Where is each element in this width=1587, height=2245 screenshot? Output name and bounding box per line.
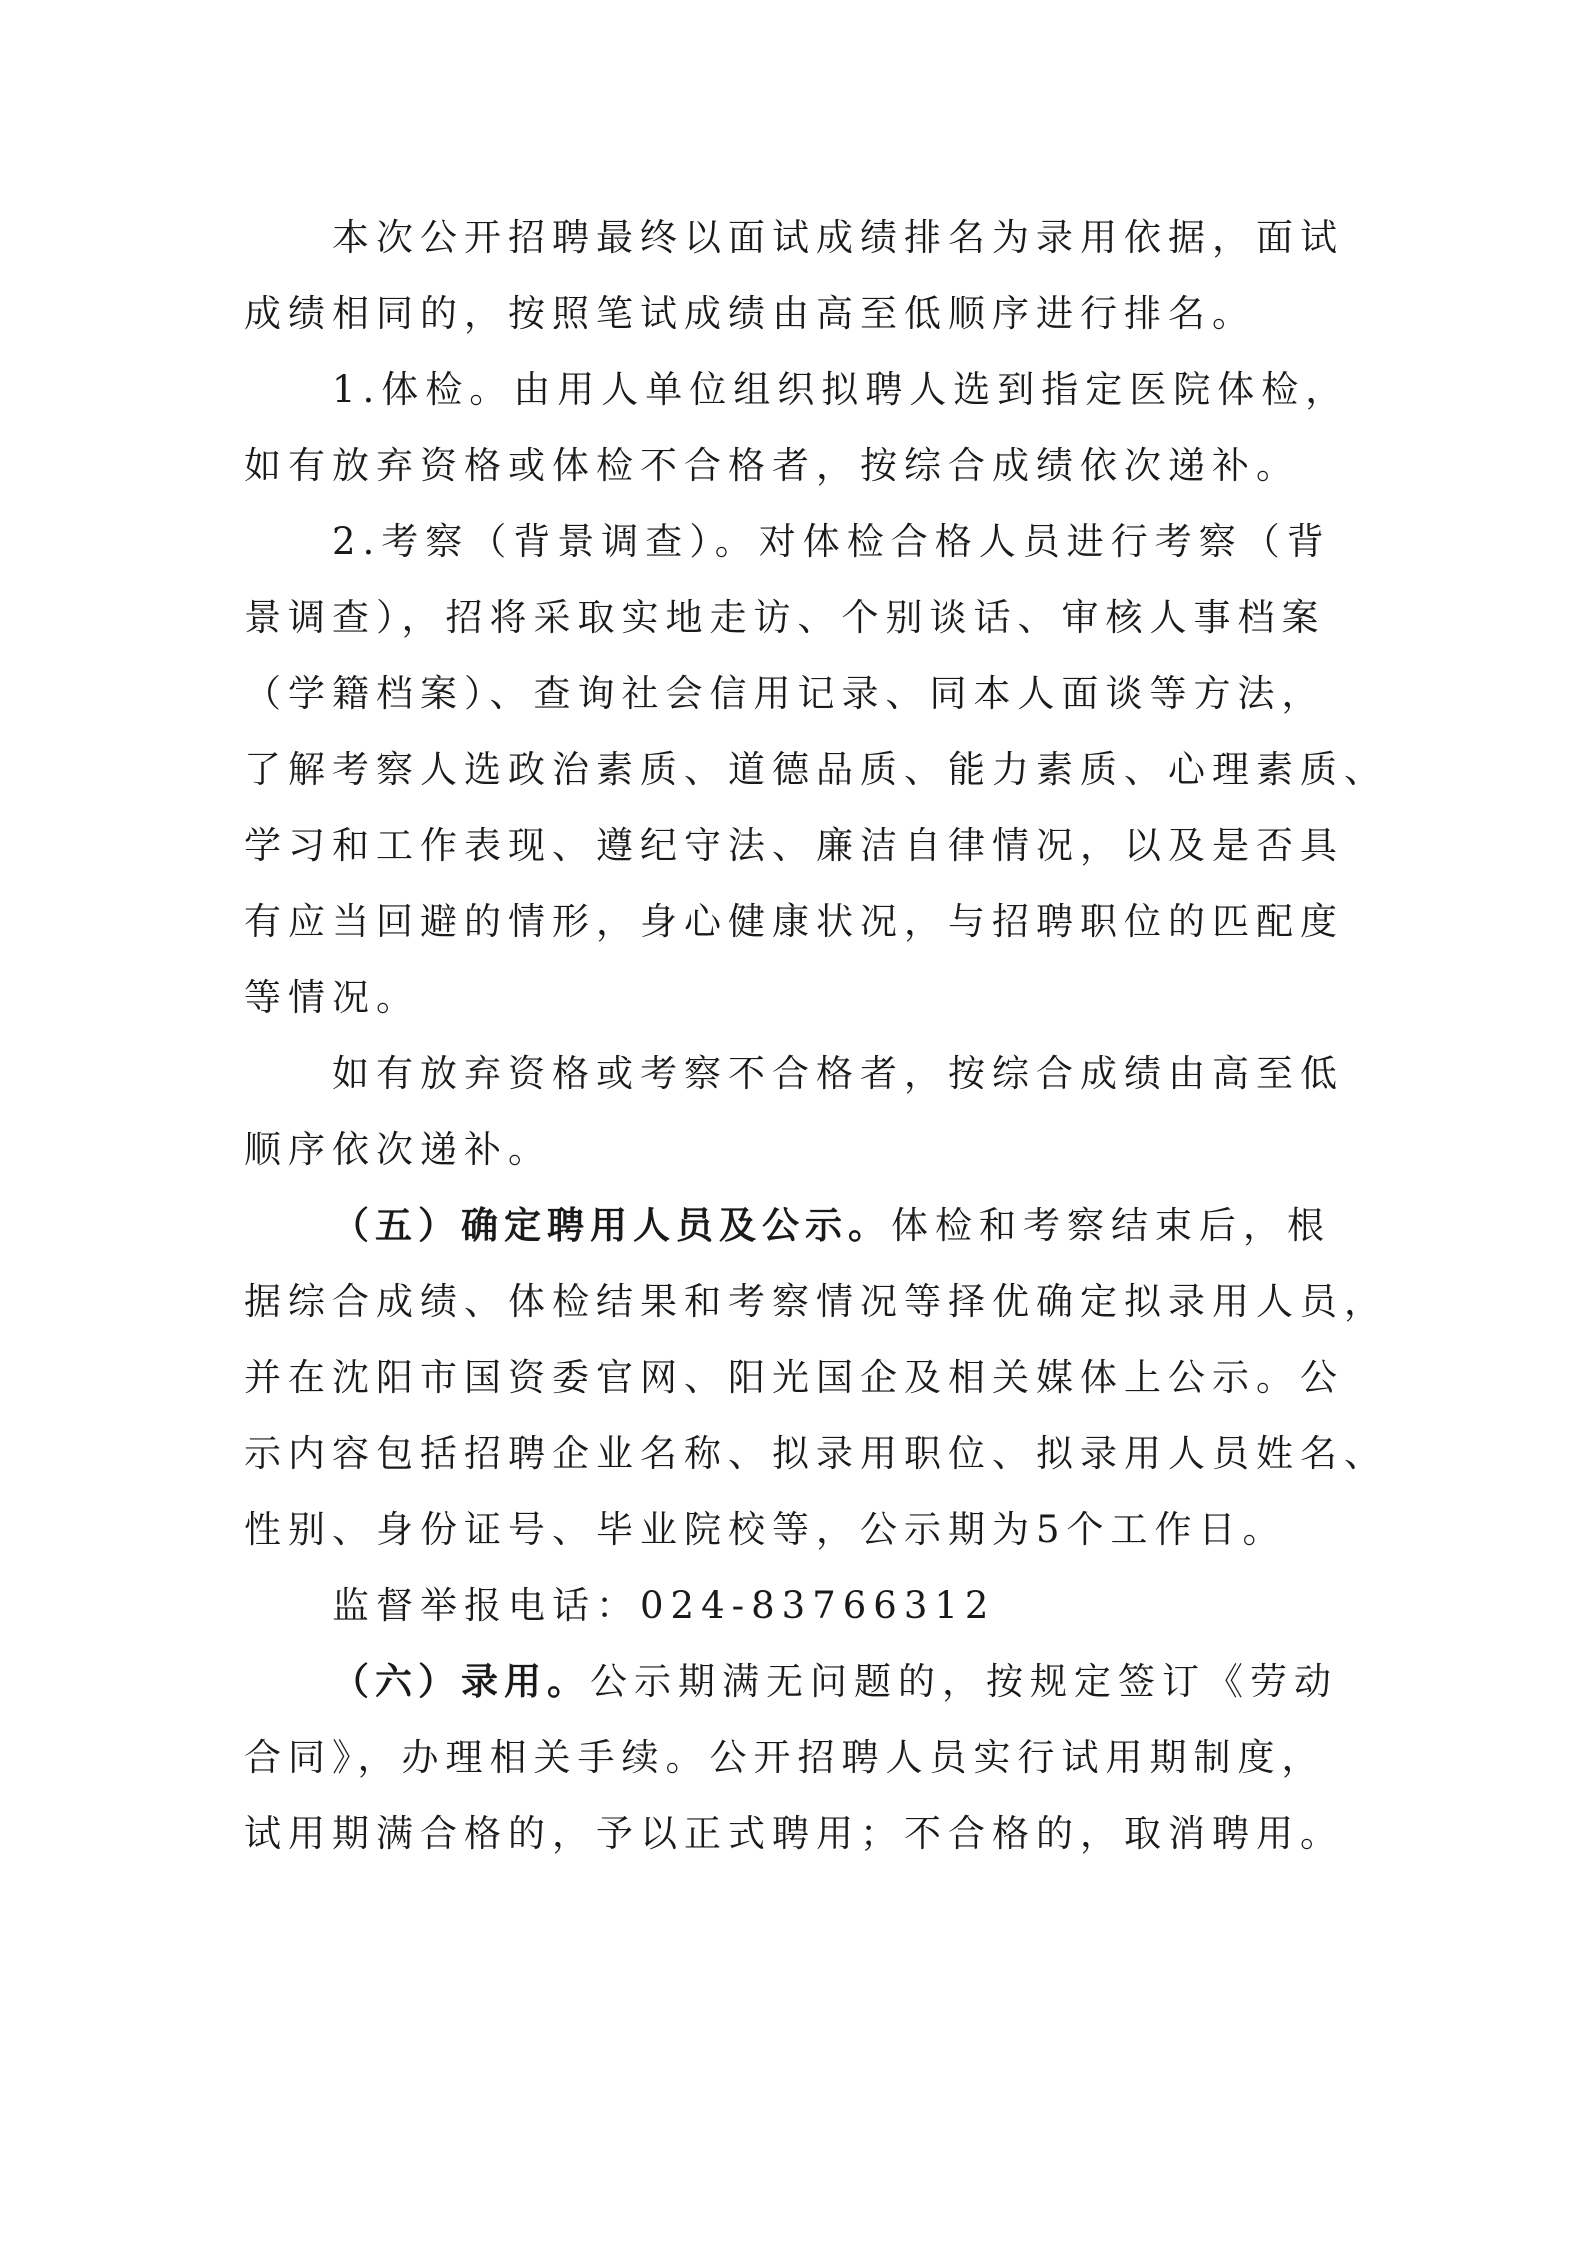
text-line: 有应当回避的情形，身心健康状况，与招聘职位的匹配度	[244, 900, 1344, 943]
text-line: 顺序依次递补。	[244, 1128, 552, 1171]
section-6-first-line	[244, 1644, 1344, 1720]
section-5-heading: （五）确定聘用人员及公示。	[332, 1204, 891, 1247]
text-line: 示内容包括招聘企业名称、拟录用职位、拟录用人员姓名、	[244, 1432, 1388, 1475]
text-line: 等情况。	[244, 976, 420, 1019]
section-6-first-text: 公示期满无问题的，按规定签订《劳动	[590, 1660, 1338, 1703]
text-line: 据综合成绩、体检结果和考察情况等择优确定拟录用人员，	[244, 1280, 1388, 1323]
text-line: 学习和工作表现、遵纪守法、廉洁自律情况，以及是否具	[244, 824, 1344, 867]
text-line: 了解考察人选政治素质、道德品质、能力素质、心理素质、	[244, 748, 1388, 791]
text-line: 本次公开招聘最终以面试成绩排名为录用依据，面试	[332, 216, 1344, 259]
text-line: 如有放弃资格或考察不合格者，按综合成绩由高至低	[332, 1052, 1344, 1095]
text-line: 2.考察（背景调查）。对体检合格人员进行考察（背	[332, 520, 1331, 563]
text-line: 试用期满合格的，予以正式聘用；不合格的，取消聘用。	[244, 1812, 1344, 1855]
text-line: 如有放弃资格或体检不合格者，按综合成绩依次递补。	[244, 444, 1300, 487]
text-line: 性别、身份证号、毕业院校等，公示期为5个工作日。	[244, 1508, 1287, 1551]
section-5-first-line	[244, 1188, 1344, 1264]
text-line: 合同》，办理相关手续。公开招聘人员实行试用期制度，	[244, 1736, 1326, 1779]
text-line: 景调查），招将采取实地走访、个别谈话、审核人事档案	[244, 596, 1326, 639]
text-line: 成绩相同的，按照笔试成绩由高至低顺序进行排名。	[244, 292, 1256, 335]
hotline-text: 监督举报电话：024-83766312	[332, 1584, 996, 1627]
text-line: （学籍档案）、查询社会信用记录、同本人面谈等方法，	[244, 672, 1326, 715]
text-line: 并在沈阳市国资委官网、阳光国企及相关媒体上公示。公	[244, 1356, 1344, 1399]
text-line: 1.体检。由用人单位组织拟聘人选到指定医院体检，	[332, 368, 1350, 411]
section-6-heading: （六）录用。	[332, 1660, 590, 1703]
document-body	[244, 200, 1388, 1872]
section-5-first-text: 体检和考察结束后，根	[891, 1204, 1331, 1247]
